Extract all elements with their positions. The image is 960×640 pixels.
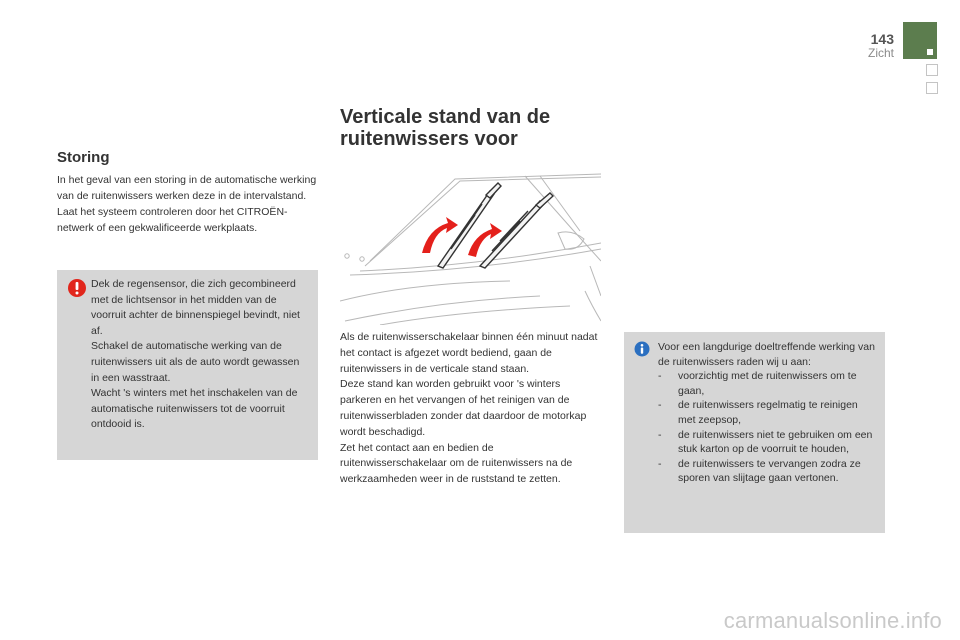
list-item [658, 457, 878, 486]
section-label: Zicht [867, 46, 894, 60]
title-line-1: Verticale stand van de [340, 106, 551, 128]
info-list [658, 369, 878, 486]
paragraph: In het geval van een storing in de automatische werking van de ruitenwissers werken deze in de intervalstand. [57, 174, 317, 202]
list-item-text: de ruitenwissers regelmatig te reinigen met zeepsop, [678, 399, 858, 426]
watermark: carmanualsonline.info [723, 608, 942, 633]
list-dash: - [658, 428, 662, 441]
tab-marker-icon [927, 49, 933, 55]
paragraph: Deze stand kan worden gebruikt voor 's winters parkeren en het vervangen of het reinigen van de ruitenwisserbladen zonder dat daardoor de motorkap wordt beschadigd. [340, 378, 587, 438]
list-item [658, 369, 878, 398]
warning-paragraph: Wacht 's winters met het inschakelen van de automatische ruitenwissers tot de voorruit ontdooid is. [91, 387, 298, 431]
chapter-tab-empty[interactable] [926, 82, 938, 94]
chapter-tab-empty[interactable] [926, 64, 938, 76]
title-line-2: ruitenwissers voor [340, 128, 518, 150]
chapter-tab[interactable] [903, 22, 937, 59]
list-dash: - [658, 370, 662, 383]
list-item [658, 428, 878, 457]
info-icon [634, 341, 650, 357]
vertical-position-text [340, 330, 602, 488]
list-dash: - [658, 457, 662, 470]
list-item-text: voorzichtig met de ruitenwissers om te gaan, [678, 370, 857, 397]
info-box [624, 332, 885, 533]
list-dash: - [658, 399, 662, 412]
page-number: 143 [870, 31, 894, 47]
warning-box [57, 270, 318, 460]
list-item-text: de ruitenwissers te vervangen zodra ze sporen van slijtage gaan vertonen. [678, 457, 861, 485]
info-intro: Voor een langdurige doeltreffende werking van de ruitenwissers raden wij u aan: [658, 341, 875, 368]
list-item [658, 398, 878, 427]
warning-text [91, 277, 306, 433]
paragraph: Laat het systeem controleren door het CITROËN-netwerk of een gekwalificeerde werkplaats. [57, 206, 288, 234]
list-item-text: de ruitenwissers niet te gebruiken om een stuk karton op de voorruit te houden, [678, 428, 873, 456]
warning-paragraph: Dek de regensensor, die zich gecombineerd met de lichtsensor in het midden van de voorruit achter de binnenspiegel bevindt, niet af. [91, 278, 300, 337]
warning-paragraph: Schakel de automatische werking van de ruitenwissers uit als de auto wordt gewassen in een wasstraat. [91, 340, 300, 384]
info-text [658, 340, 878, 486]
paragraph: Zet het contact aan en bedien de ruitenwisserschakelaar om de ruitenwissers na de werkzaamheden weer in de ruststand te zetten. [340, 441, 573, 486]
section-heading-storing: Storing [57, 149, 110, 166]
paragraph: Als de ruitenwisserschakelaar binnen één minuut nadat het contact is afgezet wordt bediend, gaan de ruitenwissers in de verticale stand staan. [340, 331, 598, 375]
page-title [340, 106, 640, 150]
warning-icon [67, 278, 87, 298]
storing-text [57, 172, 322, 236]
windshield-wipers-illustration [340, 171, 601, 325]
